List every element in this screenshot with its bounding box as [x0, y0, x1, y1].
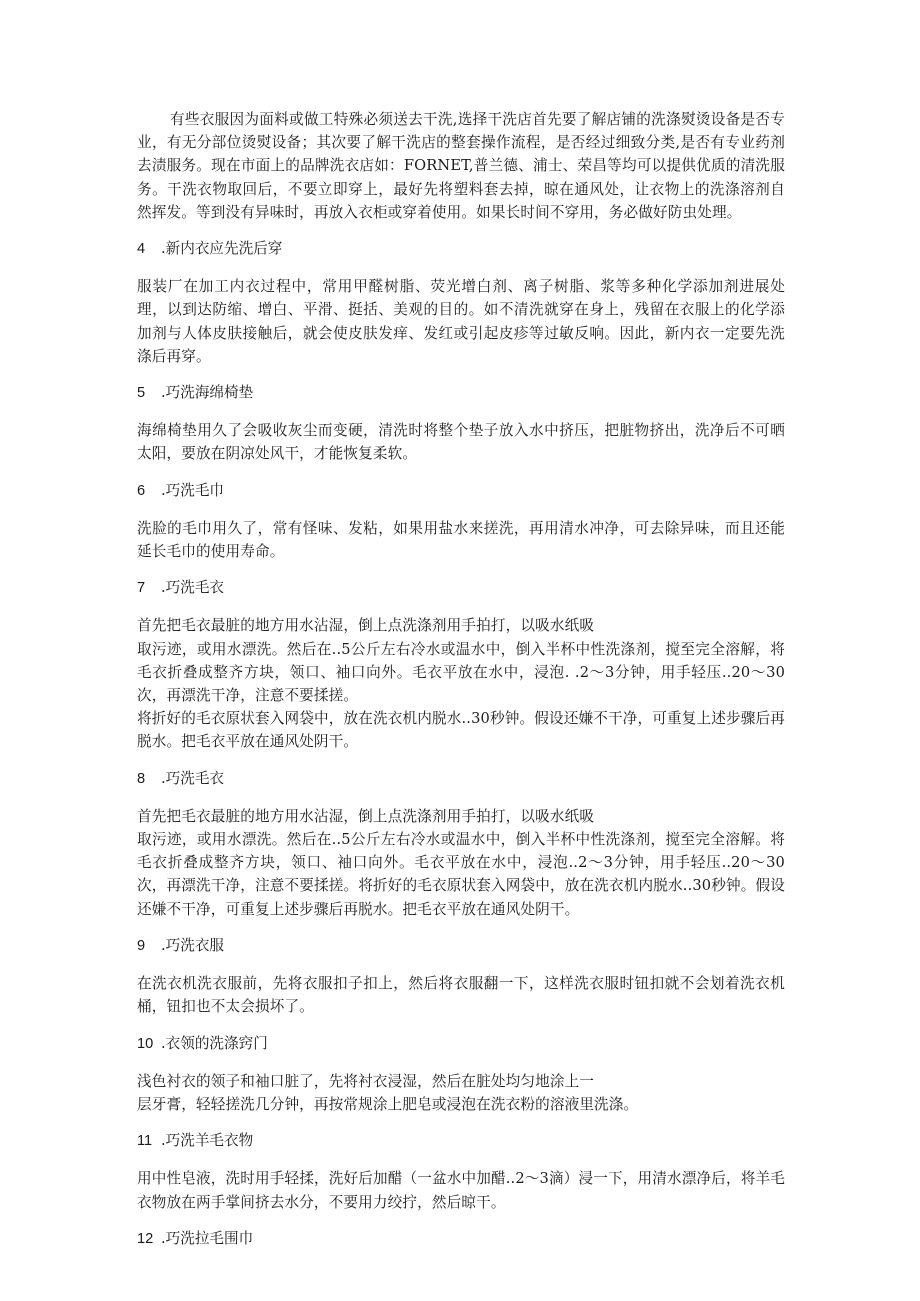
section-heading-7: [137, 576, 785, 600]
section-heading-12: [137, 1227, 785, 1251]
section-number: 10: [137, 1035, 154, 1052]
section-number: 6: [137, 482, 146, 499]
section-number: 12: [137, 1230, 154, 1247]
section-title: .巧洗衣服: [161, 936, 225, 954]
section-7-paragraph-2: 取污迹，或用水漂洗。然后在..5公斤左右冷水或温水中，倒入半杯中性洗涤剂，搅至完全溶解，将毛衣折叠成整齐方块，领口、袖口向外。毛衣平放在水中，浸泡. .2～3分钟，用手轻压..20～30次，再漂洗干净，注意不要揉搓。: [137, 640, 785, 705]
section-7-paragraph-3: 将折好的毛衣原状套入网袋中，放在洗衣机内脱水..30秒钟。假设还嫌不干净，可重复上述步骤后再脱水。把毛衣平放在通风处阴干。: [137, 710, 785, 751]
section-heading-4: [137, 237, 785, 261]
section-8-paragraph-1: 首先把毛衣最脏的地方用水沾湿，倒上点洗涤剂用手拍打，以吸水纸吸: [137, 807, 595, 825]
section-number: 8: [137, 770, 146, 787]
section-7-paragraph-1: 首先把毛衣最脏的地方用水沾湿，倒上点洗涤剂用手拍打，以吸水纸吸: [137, 617, 595, 635]
section-title: .衣领的洗涤窍门: [161, 1034, 268, 1052]
section-11-paragraph: 用中性皂液，洗时用手轻揉，洗好后加醋（一盆水中加醋..2～3滴）浸一下，用清水漂净后，将羊毛衣物放在两手掌间挤去水分，不要用力绞拧，然后晾干。: [137, 1170, 785, 1211]
section-title: .巧洗毛衣: [161, 579, 225, 597]
section-6-paragraph: 洗脸的毛巾用久了，常有怪味、发粘，如果用盐水来搓洗，再用清水冲净，可去除异味，而且还能延长毛巾的使用寿命。: [137, 519, 785, 561]
section-10-paragraph-2: 层牙膏，轻轻搓洗几分钟，再按常规涂上肥皂或浸泡在洗衣粉的溶液里洗涤。: [137, 1095, 639, 1113]
document-page: [137, 108, 785, 1251]
section-number: 5: [137, 385, 146, 402]
section-4-paragraph: 服装厂在加工内衣过程中，常用甲醛树脂、荧光增白剂、离子树脂、浆等多种化学添加剂进展处理，以到达防缩、增白、平滑、挺括、美观的目的。如不清洗就穿在身上，残留在衣服上的化学添加剂与人体皮肤接触后，就会使皮肤发痒、发红或引起皮疹等过敏反响。因此，新内衣一定要先洗涤后再穿。: [137, 278, 785, 365]
section-number: 4: [137, 241, 146, 258]
intro-paragraph: 有些衣服因为面料或做工特殊必须送去干洗,选择干洗店首先要了解店铺的洗涤熨烫设备是否专业，有无分部位烫熨设备；其次要了解干洗店的整套操作流程，是否经过细致分类,是否有专业药剂去渍服务。现在市面上的品牌洗衣店如：FORNET,普兰德、浦士、荣昌等均可以提供优质的清洗服务。干洗衣物取回后，不要立即穿上，最好先将塑料套去掉，晾在通风处，让衣物上的洗涤溶剂自然挥发。等到没有异味时，再放入衣柜或穿着使用。如果长时间不穿用，务必做好防虫处理。: [137, 111, 785, 221]
section-title: .巧洗拉毛围巾: [161, 1229, 254, 1247]
section-heading-6: [137, 479, 785, 503]
section-10-paragraph-1: 浅色衬衣的领子和袖口脏了，先将衬衣浸湿，然后在脏处均匀地涂上一: [137, 1072, 595, 1090]
section-heading-8: [137, 767, 785, 791]
section-number: 9: [137, 937, 146, 954]
section-heading-11: [137, 1129, 785, 1153]
section-title: .巧洗羊毛衣物: [161, 1132, 254, 1150]
section-title: .巧洗毛衣: [161, 769, 225, 787]
section-heading-10: [137, 1032, 785, 1056]
section-heading-9: [137, 934, 785, 958]
section-number: 7: [137, 580, 146, 597]
section-title: .巧洗毛巾: [161, 481, 225, 499]
section-8-paragraph-2: 取污迹，或用水漂洗。然后在..5公斤左右冷水或温水中，倒入半杯中性洗涤剂，搅至完全溶解。将毛衣折叠成整齐方块，领口、袖口向外。毛衣平放在水中，浸泡..2～3分钟，用手轻压..20～30次，再漂洗干净，注意不要揉搓。将折好的毛衣原状套入网袋中，放在洗衣机内脱水..30秒钟。假设还嫌不干净，可重复上述步骤后再脱水。把毛衣平放在通风处阴干。: [137, 831, 785, 918]
section-number: 11: [137, 1133, 153, 1150]
section-heading-5: [137, 381, 785, 405]
section-5-paragraph: 海绵椅垫用久了会吸收灰尘而变硬，清洗时将整个垫子放入水中挤压，把脏物挤出，洗净后不可晒太阳，要放在阴凉处风干，才能恢复柔软。: [137, 422, 785, 463]
section-title: .巧洗海绵椅垫: [161, 384, 254, 402]
section-9-paragraph: 在洗衣机洗衣服前，先将衣服扣子扣上，然后将衣服翻一下，这样洗衣服时钮扣就不会划着洗衣机桶，钮扣也不太会损坏了。: [137, 975, 785, 1016]
section-title: .新内衣应先洗后穿: [161, 240, 283, 258]
